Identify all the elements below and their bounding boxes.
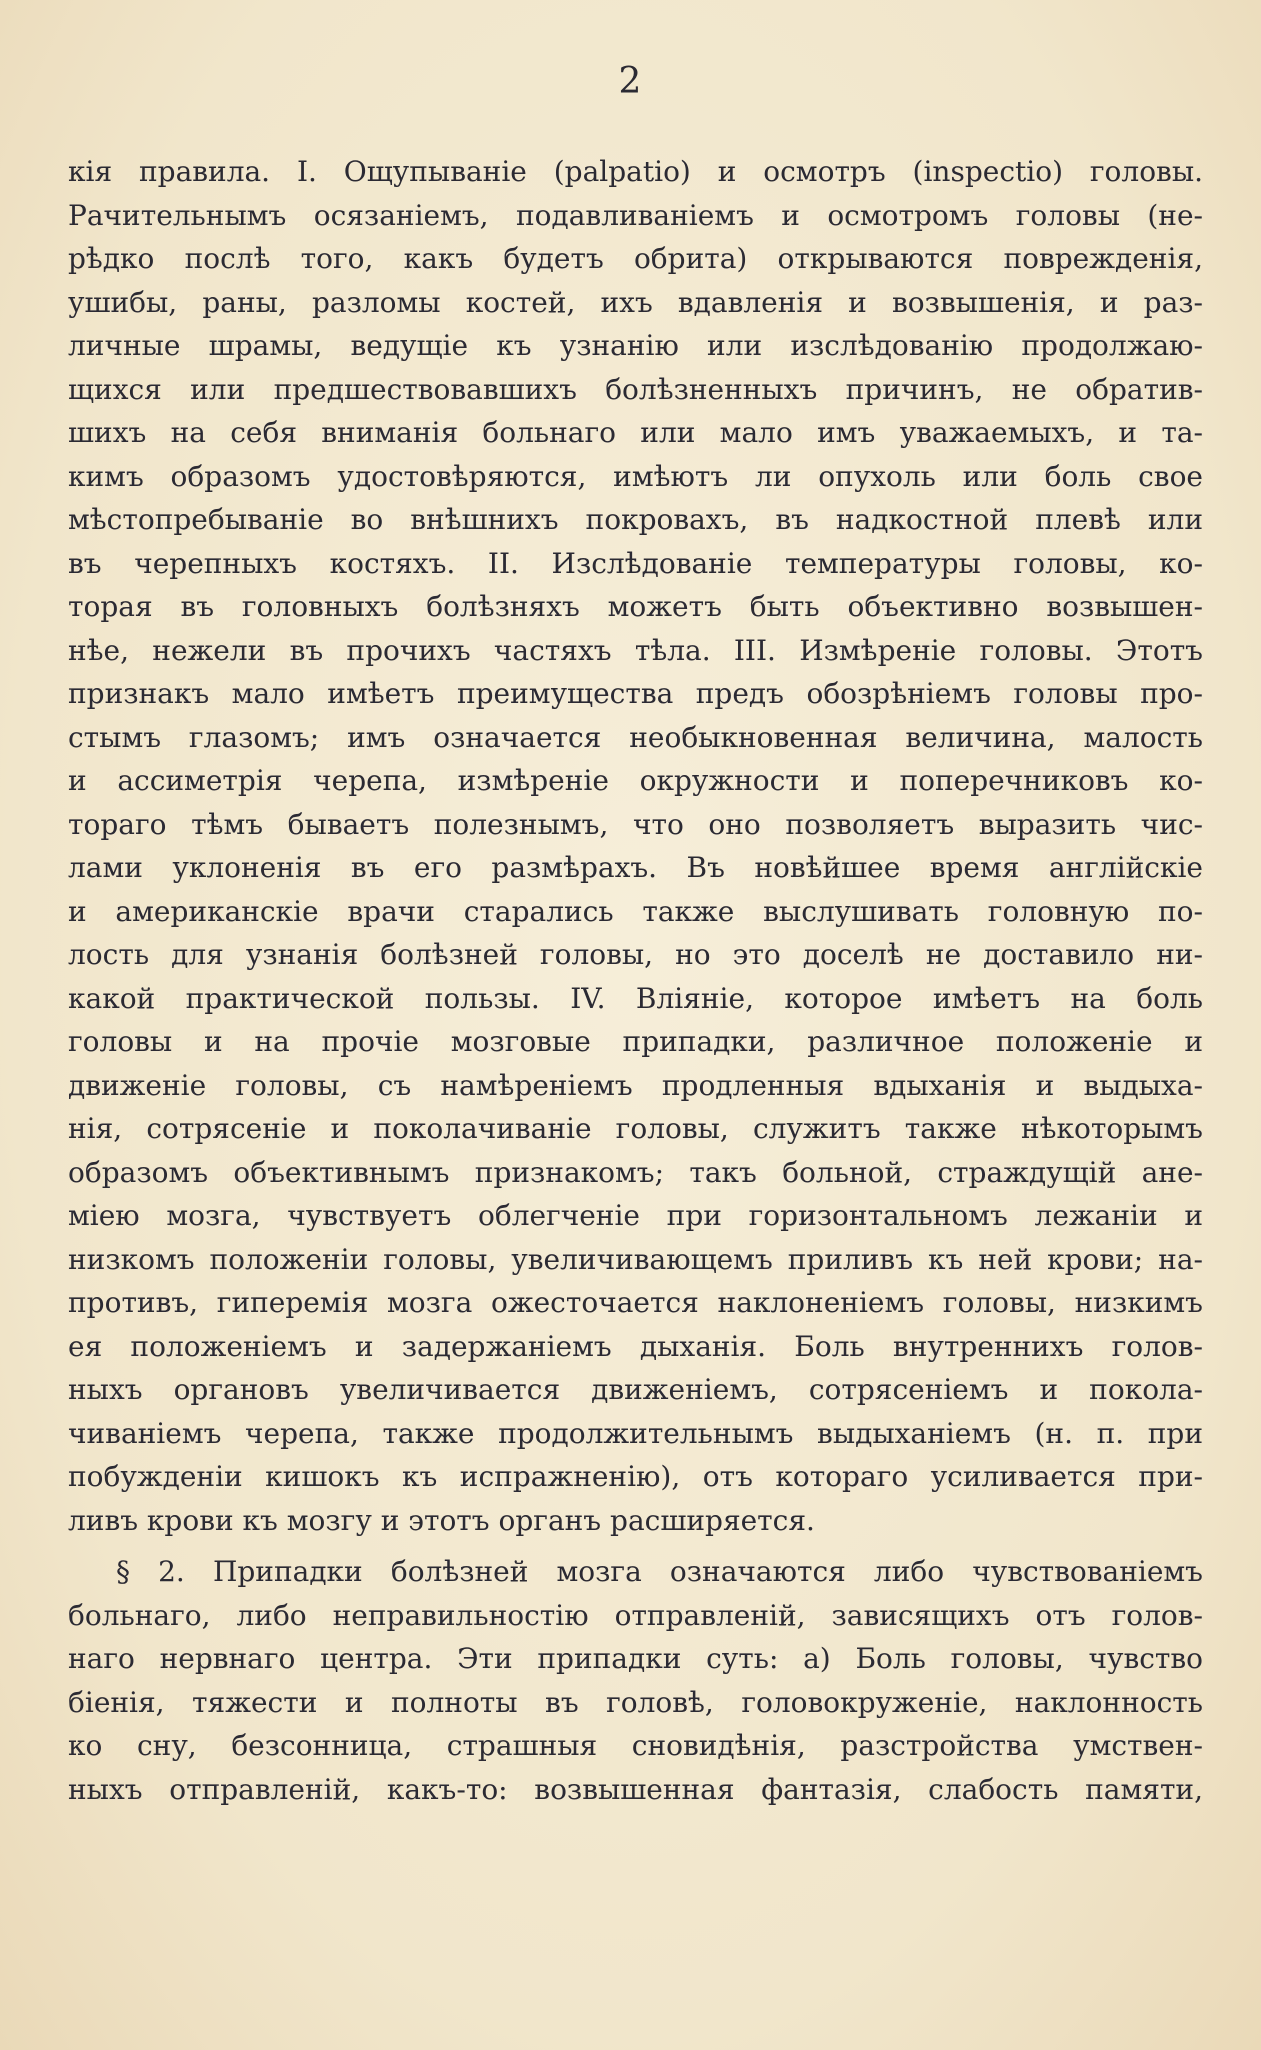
text-line: наго нервнаго центра. Эти припадки суть: а) Боль головы, чувство bbox=[68, 1642, 1203, 1675]
text-line: головы и на прочіе мозговые припадки, различное положеніе и bbox=[68, 1025, 1203, 1058]
text-line: признакъ мало имѣетъ преимущества предъ обозрѣніемъ головы про- bbox=[68, 677, 1203, 710]
body-text bbox=[68, 150, 1203, 1811]
text-line: и американскіе врачи старались также выслушивать головную по- bbox=[68, 894, 1203, 928]
text-line: мѣстопребываніе во внѣшнихъ покровахъ, въ надкостной плевѣ или bbox=[68, 503, 1203, 536]
text-line: ушибы, раны, разломы костей, ихъ вдавленія и возвышенія, и раз- bbox=[68, 285, 1203, 319]
text-line: противъ, гиперемія мозга ожесточается наклоненіемъ головы, низкимъ bbox=[68, 1286, 1203, 1319]
paragraph-gap bbox=[68, 1542, 1203, 1550]
paragraph-2 bbox=[68, 1550, 1203, 1811]
text-line: побужденіи кишокъ къ испражненію), отъ котораго усиливается при- bbox=[68, 1460, 1203, 1493]
text-line: рѣдко послѣ того, какъ будетъ обрита) открываются поврежденія, bbox=[68, 242, 1203, 275]
text-line: чиваніемъ черепа, также продолжительнымъ выдыханіемъ (н. п. при bbox=[68, 1416, 1203, 1450]
text-line: больнаго, либо неправильностію отправленій, зависящихъ отъ голов- bbox=[68, 1598, 1203, 1632]
text-line: щихся или предшествовавшихъ болѣзненныхъ причинъ, не обратив- bbox=[68, 372, 1203, 406]
text-line: ныхъ отправленій, какъ-то: возвышенная фантазія, слабость памяти, bbox=[68, 1772, 1203, 1806]
text-line: міею мозга, чувствуетъ облегченіе при горизонтальномъ лежаніи и bbox=[68, 1199, 1203, 1232]
text-line: личные шрамы, ведущіе къ узнанію или изслѣдованію продолжаю- bbox=[68, 329, 1203, 362]
text-line: какой практической пользы. IV. Вліяніе, которое имѣетъ на боль bbox=[68, 981, 1203, 1015]
text-line: кимъ образомъ удостовѣряются, имѣютъ ли опухоль или боль свое bbox=[68, 459, 1203, 493]
text-line: § 2. Припадки болѣзней мозга означаются либо чувствованіемъ bbox=[116, 1555, 1203, 1588]
text-line: біенія, тяжести и полноты въ головѣ, головокруженіе, наклонность bbox=[68, 1685, 1203, 1719]
text-line: нѣе, нежели въ прочихъ частяхъ тѣла. III. Измѣреніе головы. Этотъ bbox=[68, 633, 1203, 667]
text-line: лами уклоненія въ его размѣрахъ. Въ новѣйшее время англійскіе bbox=[68, 851, 1203, 884]
text-line: ныхъ органовъ увеличивается движеніемъ, сотрясеніемъ и покола- bbox=[68, 1373, 1203, 1406]
text-line: ко сну, безсонница, страшныя сновидѣнія, разстройства умствен- bbox=[68, 1729, 1203, 1762]
text-line: низкомъ положеніи головы, увеличивающемъ приливъ къ ней крови; на- bbox=[68, 1242, 1203, 1276]
text-line: кія правила. I. Ощупываніе (palpatio) и осмотръ (inspectio) головы. bbox=[68, 155, 1203, 188]
text-line: движеніе головы, съ намѣреніемъ продленныя вдыханія и выдыха- bbox=[68, 1068, 1203, 1102]
text-line: и ассиметрія черепа, измѣреніе окружности и поперечниковъ ко- bbox=[68, 764, 1203, 797]
text-line: въ черепныхъ костяхъ. II. Изслѣдованіе температуры головы, ко- bbox=[68, 546, 1203, 580]
text-line: тораго тѣмъ бываетъ полезнымъ, что оно позволяетъ выразить чис- bbox=[68, 807, 1203, 841]
paragraph-1 bbox=[68, 150, 1203, 1542]
page-number: 2 bbox=[618, 61, 643, 102]
text-line: шихъ на себя вниманія больнаго или мало имъ уважаемыхъ, и та- bbox=[68, 416, 1203, 449]
text-line: ливъ крови къ мозгу и этотъ органъ расширяется. bbox=[68, 1503, 815, 1537]
text-line: торая въ головныхъ болѣзняхъ можетъ быть объективно возвышен- bbox=[68, 590, 1203, 623]
text-line: нія, сотрясеніе и поколачиваніе головы, служитъ также нѣкоторымъ bbox=[68, 1112, 1203, 1145]
text-line: образомъ объективнымъ признакомъ; такъ больной, страждущій ане- bbox=[68, 1155, 1203, 1189]
text-line: Рачительнымъ осязаніемъ, подавливаніемъ и осмотромъ головы (не- bbox=[68, 198, 1203, 232]
text-line: ея положеніемъ и задержаніемъ дыханія. Боль внутреннихъ голов- bbox=[68, 1329, 1203, 1363]
text-line: стымъ глазомъ; имъ означается необыкновенная величина, малость bbox=[68, 720, 1203, 754]
text-line: лость для узнанія болѣзней головы, но это доселѣ не доставило ни- bbox=[68, 938, 1203, 971]
